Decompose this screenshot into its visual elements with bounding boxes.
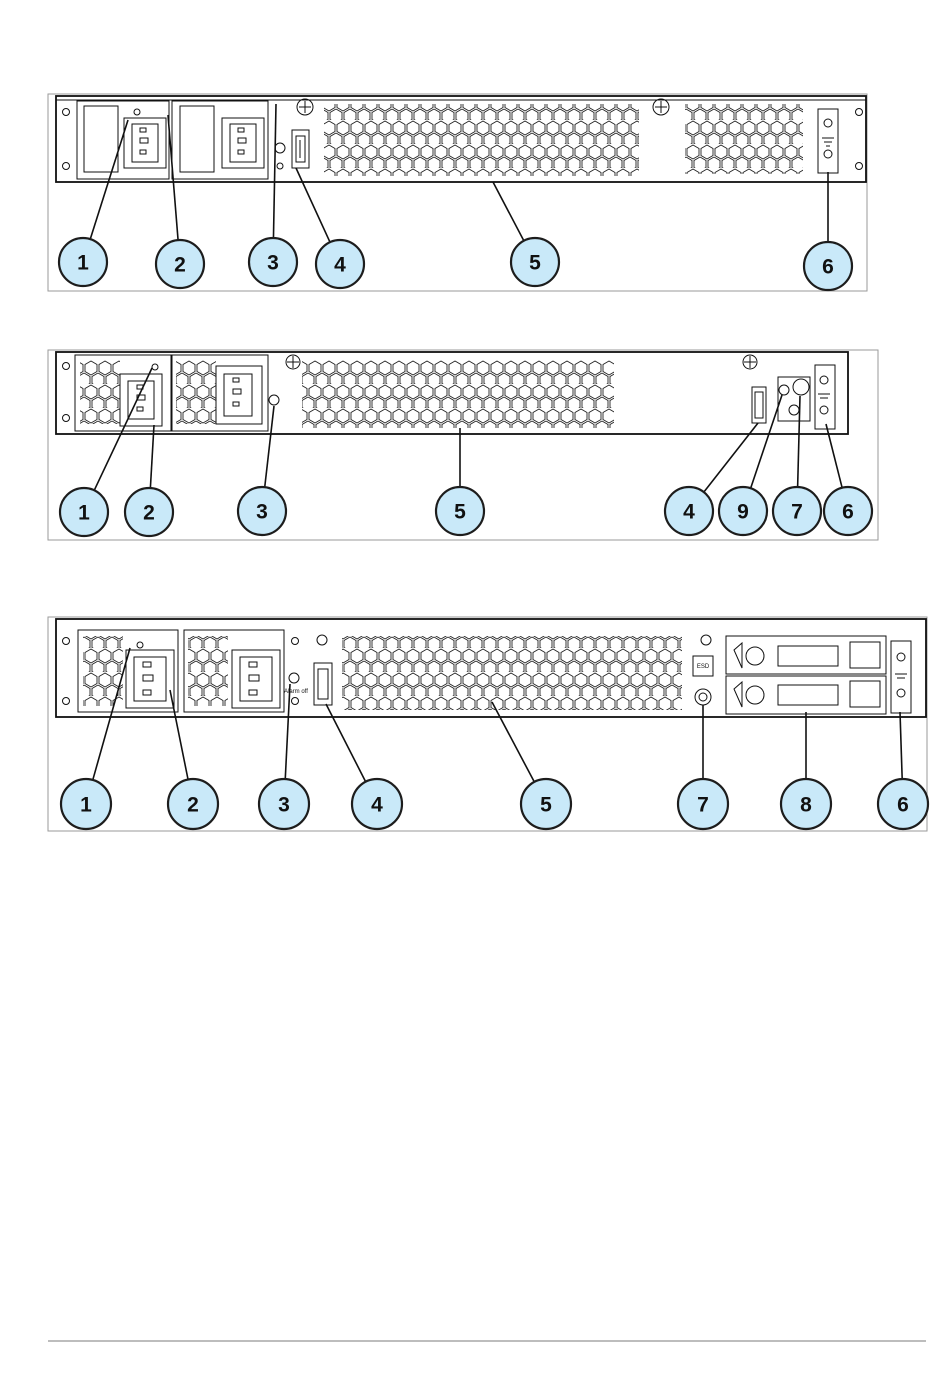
callout-number: 1 xyxy=(78,501,90,525)
alarm-label: Alarm off xyxy=(284,689,308,695)
callout-number: 7 xyxy=(791,500,803,524)
footer-rule xyxy=(48,1340,926,1342)
callout-number: 4 xyxy=(334,253,346,277)
esd-label: ESD xyxy=(696,664,710,670)
callout-number: 2 xyxy=(174,253,186,277)
callout-number: 6 xyxy=(842,500,854,524)
callout-number: 6 xyxy=(897,793,909,817)
callout-leader-line xyxy=(493,182,524,241)
callout-number: 1 xyxy=(77,251,89,275)
fan-grille xyxy=(302,360,614,428)
fan-grille xyxy=(324,104,639,176)
callout-number: 3 xyxy=(278,793,290,817)
callout-number: 1 xyxy=(80,793,92,817)
callout-number: 2 xyxy=(187,793,199,817)
callout-number: 5 xyxy=(454,500,466,524)
callout-number: 4 xyxy=(683,500,695,524)
fan-grille xyxy=(342,636,682,710)
callout-number: 9 xyxy=(737,500,749,524)
callout-number: 6 xyxy=(822,255,834,279)
callout-number: 2 xyxy=(143,501,155,525)
callout-number: 3 xyxy=(256,500,268,524)
callout-number: 4 xyxy=(371,793,383,817)
callout-number: 8 xyxy=(800,793,812,817)
callout-number: 5 xyxy=(540,793,552,817)
callout-leader-line xyxy=(900,712,902,779)
callout-number: 3 xyxy=(267,251,279,275)
callout-number: 7 xyxy=(697,793,709,817)
callout-number: 5 xyxy=(529,251,541,275)
